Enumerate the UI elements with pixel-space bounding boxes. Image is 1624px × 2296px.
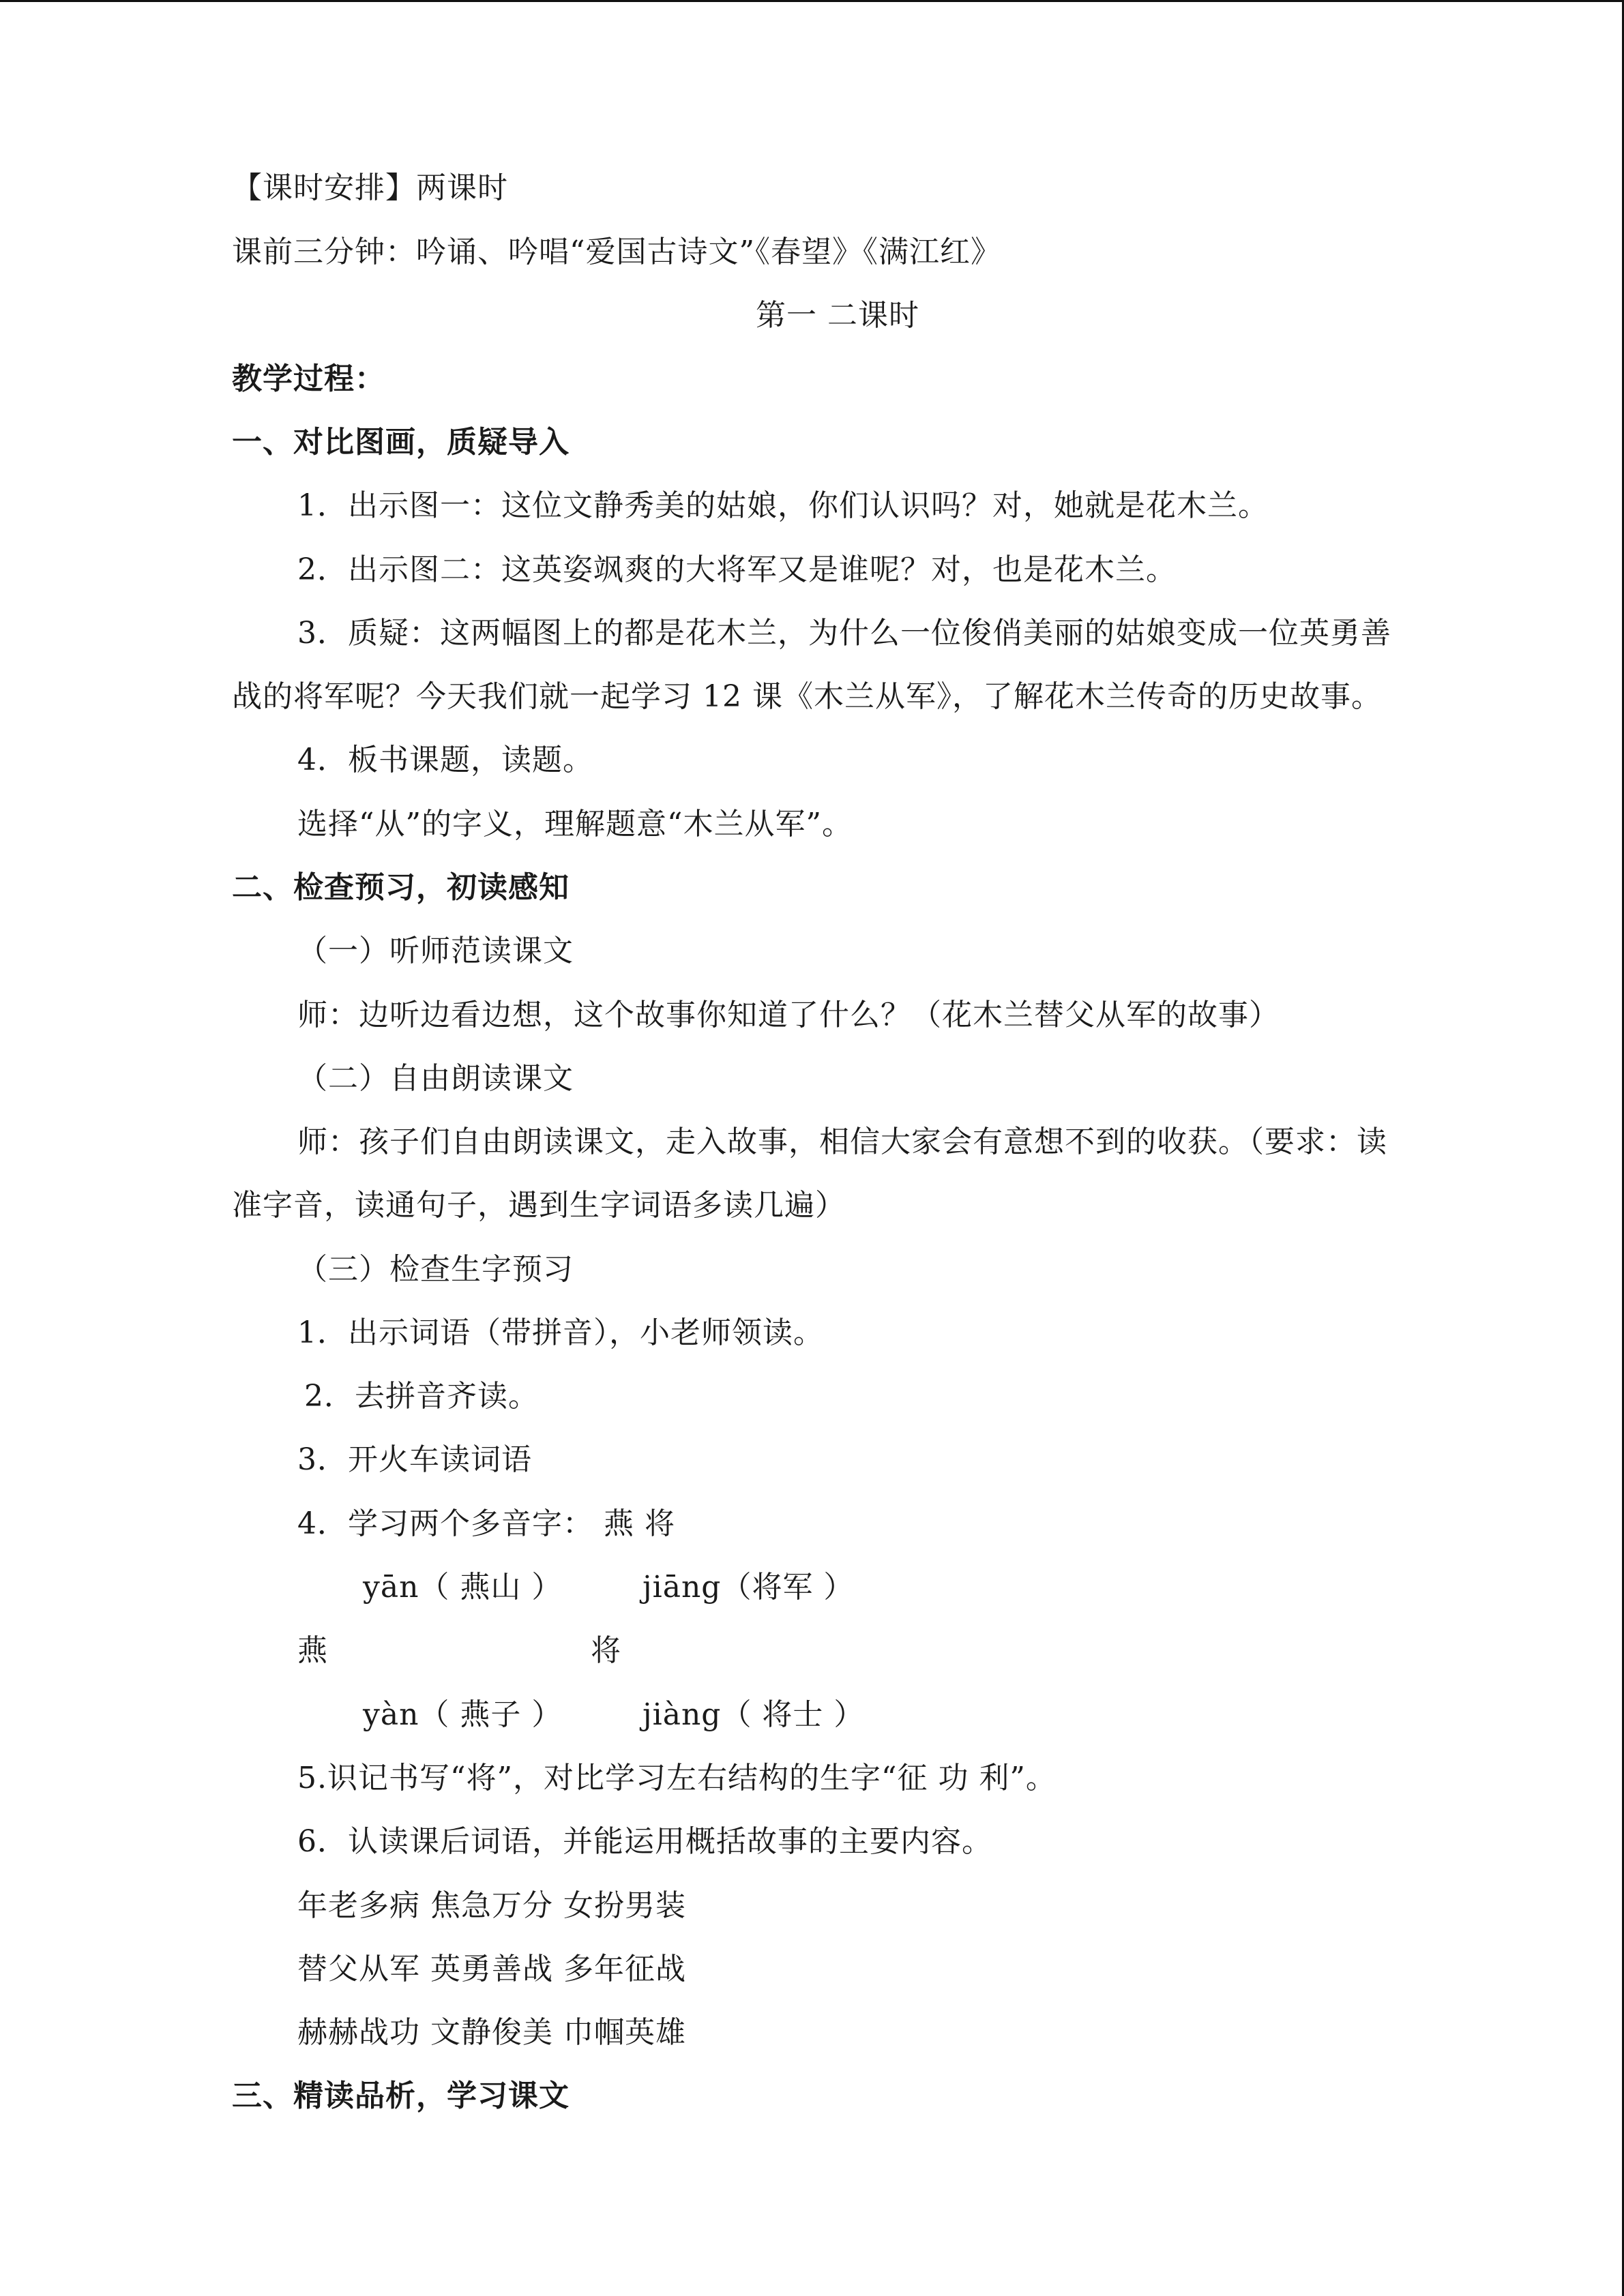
process-heading: 教学过程：	[232, 361, 385, 396]
lesson-title: 第一 二课时	[756, 298, 919, 333]
step-2: 2．出示图二：这英姿飒爽的大将军又是谁呢？对，也是花木兰。	[297, 552, 1177, 587]
sub-1-heading: （一）听师范读课文	[297, 934, 574, 968]
sub-1-text: 师：边听边看边想，这个故事你知道了什么？（花木兰替父从军的故事）	[297, 998, 1280, 1032]
sub-3-heading: （三）检查生字预习	[297, 1252, 574, 1287]
polyphone-char-jiang: 将	[591, 1633, 621, 1668]
step-3-line-2: 战的将军呢？今天我们就一起学习 12 课《木兰从军》，了解花木兰传奇的历史故事。	[232, 679, 1382, 714]
step-3-line-1: 3．质疑：这两幅图上的都是花木兰，为什么一位俊俏美丽的姑娘变成一位英勇善	[297, 616, 1391, 651]
pinyin-jiang1: jiāng（将军 ）	[643, 1570, 855, 1605]
pinyin-jiang4: jiàng（ 将士 ）	[643, 1697, 865, 1732]
word-group-3: 赫赫战功 文静俊美 巾帼英雄	[297, 2015, 686, 2050]
section-1-heading: 一、对比图画，质疑导入	[232, 425, 570, 460]
step-4: 4．板书课题，读题。	[297, 743, 593, 777]
sub-2-heading: （二）自由朗读课文	[297, 1061, 574, 1096]
pinyin-yan1: yān（ 燕山 ）	[363, 1570, 563, 1605]
check-step-2: 2．去拼音齐读。	[304, 1379, 539, 1414]
warmup-line: 课前三分钟：吟诵、吟唱“爱国古诗文”《春望》《满江红》	[232, 235, 1001, 269]
section-3-heading: 三、精读品析，学习课文	[232, 2078, 570, 2113]
word-meaning-line: 选择“从”的字义，理解题意“木兰从军”。	[297, 807, 853, 841]
page-border-top	[0, 0, 1624, 2]
word-group-1: 年老多病 焦急万分 女扮男装	[297, 1888, 686, 1923]
check-step-6: 6．认读课后词语，并能运用概括故事的主要内容。	[297, 1824, 992, 1859]
section-2-heading: 二、检查预习，初读感知	[232, 870, 570, 905]
polyphone-char-yan: 燕	[297, 1633, 328, 1668]
sub-2-text-line-2: 准字音，读通句子，遇到生字词语多读几遍）	[232, 1188, 846, 1223]
check-step-5: 5.识记书写“将”，对比学习左右结构的生字“征 功 利”。	[297, 1761, 1057, 1795]
check-step-4: 4．学习两个多音字： 燕 将	[297, 1506, 675, 1541]
check-step-3: 3．开火车读词语	[297, 1442, 532, 1477]
pinyin-yan4: yàn（ 燕子 ）	[363, 1697, 563, 1732]
schedule-line: 【课时安排】两课时	[232, 170, 508, 205]
check-step-1: 1．出示词语（带拼音），小老师领读。	[297, 1315, 824, 1350]
step-1: 1．出示图一：这位文静秀美的姑娘，你们认识吗？对，她就是花木兰。	[297, 488, 1269, 523]
sub-2-text-line-1: 师：孩子们自由朗读课文，走入故事，相信大家会有意想不到的收获。（要求：读	[297, 1124, 1387, 1159]
word-group-2: 替父从军 英勇善战 多年征战	[297, 1952, 686, 1986]
